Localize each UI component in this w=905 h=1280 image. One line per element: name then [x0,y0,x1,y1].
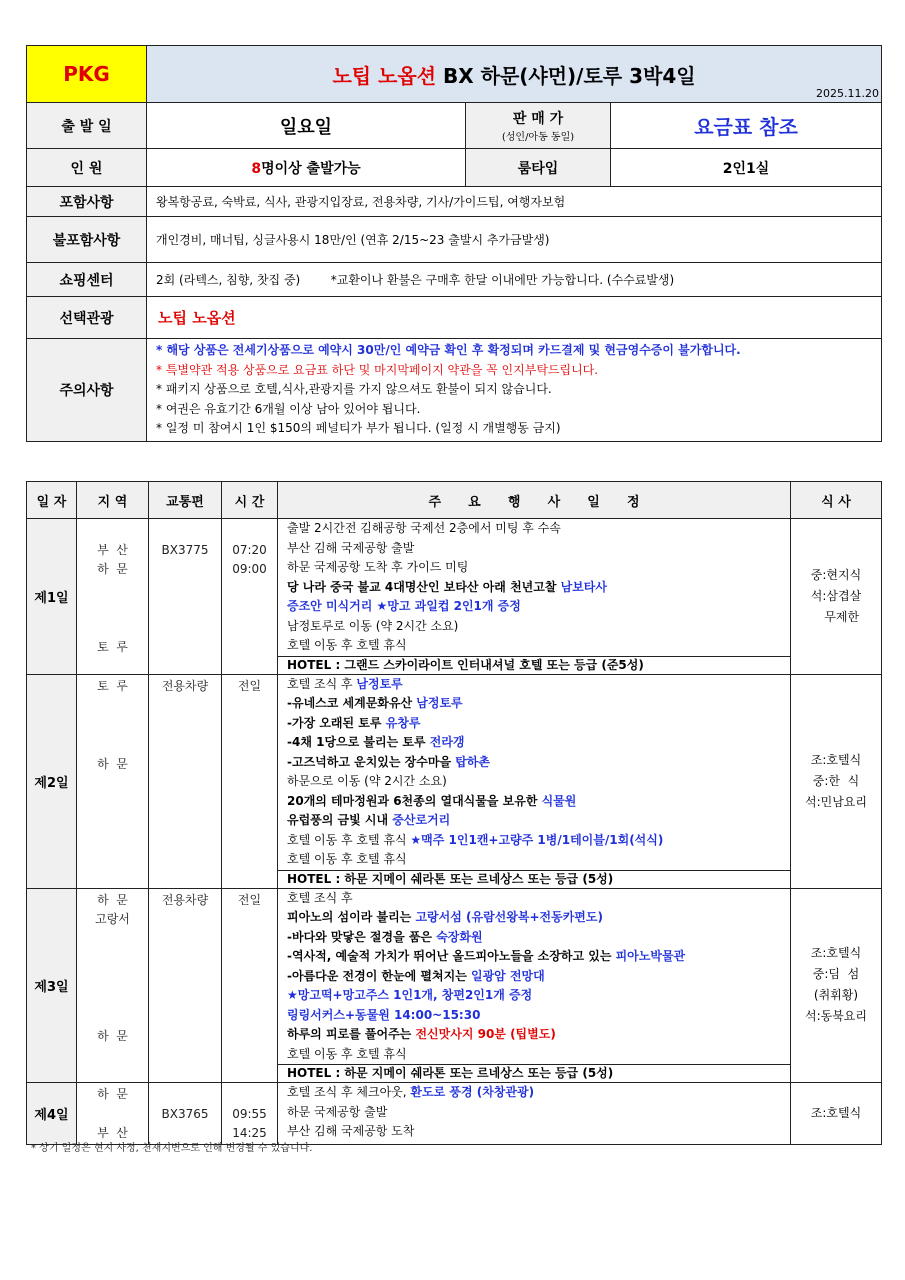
departure-value: 일요일 [147,103,466,149]
excluded-value: 개인경비, 매너팁, 싱글사용시 18만/인 (연휴 2/15~23 출발시 추가금발생) [147,217,882,263]
region-cell-line: 토 루 [97,640,128,654]
notes-label: 주의사항 [27,339,147,442]
schedule-text: 부산 김해 국제공항 출발 [287,540,415,555]
region-cell-line [77,599,148,619]
schedule-text: 호텔 이동 후 호텔 휴식 [287,832,411,847]
schedule-highlight: 유창루 [385,715,421,730]
region-cell-line: 토 루 [97,678,128,693]
schedule-line [278,539,790,559]
schedule-text: 호텔 이동 후 호텔 휴식 [287,638,407,652]
schedule-line [278,1025,790,1045]
schedule-highlight: 남보타사 [560,579,607,594]
meal-line: 조:호텔식 [810,752,862,767]
schedule-highlight: 중산로거리 [392,813,451,827]
schedule-text: 20개의 테마정원과 6천종의 열대식물을 보유한 [287,793,542,808]
region-cell-line [77,1008,148,1028]
region-cell-line [77,735,148,755]
note-item: * 일정 미 참여시 1인 $150의 페널티가 부가 됩니다. (일정 시 개별행동 금지) [156,421,561,436]
day-label: 제3일 [27,888,77,1083]
transport-cell-line [149,521,221,541]
schedule-line [278,986,790,1006]
schedule-line [278,617,790,637]
note-item: * 특별약관 적용 상품으로 요금표 하단 및 마지막페이지 약관을 꼭 인지부탁드립니다. [156,362,599,377]
schedule-text: 피아노의 섬이라 불리는 [287,910,416,924]
schedule-line [278,714,790,734]
day-label: 제4일 [27,1083,77,1145]
schedule-text: 하문 국제공항 도착 후 가이드 미팅 [287,560,469,574]
schedule-line [278,908,790,928]
meal-line: (취휘황) [813,988,859,1003]
schedule-text: 유럽풍의 금빛 시내 [287,813,393,827]
schedule-line [278,597,790,617]
schedule-text: -역사적, 예술적 가치가 뛰어난 올드피아노들을 소장하고 있는 [287,949,616,963]
schedule-line [278,753,790,773]
schedule-text: 호텔 조식 후 체크아웃, [287,1085,411,1099]
schedule-text: 호텔 조식 후 [287,676,357,691]
region-cell-line [77,619,148,639]
schedule-text: 당 나라 중국 불교 4대명산인 보타산 아래 천년고찰 [287,579,561,594]
included-label: 포함사항 [27,187,147,217]
transport-cell-line: 전용차량 [161,892,209,907]
package-info-table [26,45,882,442]
day-label: 제2일 [27,674,77,888]
schedule-line [278,772,790,792]
people-condition: 명이상 출발가능 [261,160,361,177]
shopping-label: 쇼핑센터 [27,263,147,297]
schedule-highlight: ★망고떡+망고주스 1인1개, 창편2인1개 증정 [287,988,533,1002]
region-cell [77,674,149,888]
schedule-line [278,811,790,831]
region-cell [77,1083,149,1145]
schedule-text: -4채 1당으로 불리는 토루 [287,735,430,749]
itinerary-body [27,519,882,1145]
schedule-line [278,1122,790,1142]
transport-cell [149,1083,222,1145]
schedule-text: 하문 국제공항 출발 [287,1104,388,1119]
schedule-line [278,733,790,753]
schedule-line [278,1006,790,1026]
time-cell-line: 전일 [237,892,262,907]
optional-tour-value: 노팁 노옵션 [147,297,882,339]
time-cell-line [222,1085,277,1105]
meal-line: 석:삼겹살 [810,588,862,603]
meal-line: 조:호텔식 [810,1105,862,1120]
header-transport: 교통편 [149,482,222,519]
notes-list [147,339,882,442]
schedule-line [278,636,790,656]
included-value: 왕복항공료, 숙박료, 식사, 관광지입장료, 전용차량, 기사/가이드팁, 여행자보험 [147,187,882,217]
region-cell-line: 하 문 [97,756,128,771]
meal-cell [791,1083,882,1145]
day-label: 제1일 [27,519,77,675]
people-count: 8 [251,160,262,177]
schedule-cell [278,519,791,675]
departure-label: 출 발 일 [27,103,147,149]
schedule-line [278,850,790,870]
schedule-highlight: 남정토루 [356,676,403,691]
schedule-text: -바다와 맞닿은 절경을 품은 [287,929,437,944]
time-cell-line [222,521,277,541]
schedule-highlight: 피아노박물관 [615,949,686,963]
region-cell-line: 하 문 [97,1029,128,1043]
region-cell-line: 고랑서 [95,912,130,926]
schedule-line [278,928,790,948]
table-row [27,674,882,888]
header-schedule: 주 요 행 사 일 정 [278,482,791,519]
transport-cell-line: BX3775 [161,542,209,557]
meal-cell [791,519,882,675]
schedule-line [278,519,790,539]
table-row [27,519,882,675]
optional-tour-label: 선택관광 [27,297,147,339]
region-cell-line [77,716,148,736]
region-cell [77,519,149,675]
time-cell [222,519,278,675]
schedule-highlight: 숙장화원 [436,929,483,944]
header-region: 지 역 [77,482,149,519]
price-label-main: 판 매 가 [512,111,564,127]
time-cell [222,888,278,1083]
note-item: * 패키지 상품으로 호텔,식사,관광지를 가지 않으셔도 환불이 되지 않습니다. [156,382,552,397]
issue-date: 2025.11.20 [816,87,880,100]
region-cell-line [77,969,148,989]
region-cell-line [77,580,148,600]
schedule-line [278,947,790,967]
schedule-cell [278,674,791,888]
schedule-highlight: 고랑서섬 (유람선왕복+전동카편도) [415,910,603,924]
schedule-line [278,694,790,714]
time-cell [222,1083,278,1145]
transport-cell [149,888,222,1083]
time-cell-line: 14:25 [232,1126,267,1140]
schedule-gift: ★망고 과일컵 2인1개 증정 [376,599,521,613]
schedule-line [278,558,790,578]
schedule-highlight: 링링서커스+동물원 14:00~15:30 [287,1007,481,1022]
region-cell-line [77,521,148,541]
price-value: 요금표 참조 [611,103,882,149]
hotel-line: HOTEL : 그랜드 스카이라이트 인터내셔널 호텔 또는 등급 (준5성) [278,656,790,674]
time-cell-line: 09:00 [232,562,267,576]
schedule-line [278,967,790,987]
pkg-badge: PKG [27,46,147,103]
region-cell-line [77,930,148,950]
schedule-text: -유네스코 세계문화유산 [287,696,417,710]
time-cell [222,674,278,888]
meal-line: 무제한 [812,609,860,624]
transport-cell [149,674,222,888]
schedule-line [278,675,790,695]
meal-cell [791,674,882,888]
region-cell-line [77,1105,148,1125]
schedule-cell [278,888,791,1083]
region-cell-line: 부 산 [97,1126,128,1140]
footnote: * 상기 일정은 현지 사정, 천재지변으로 인해 변경될 수 있습니다. [31,1143,313,1154]
meal-cell [791,888,882,1083]
schedule-cell [278,1083,791,1145]
schedule-line [278,889,790,909]
room-value: 2인1실 [611,149,882,187]
hotel-line: HOTEL : 하문 지메이 쉐라톤 또는 르네상스 또는 등급 (5성) [278,870,790,888]
region-cell-line: 하 문 [97,892,128,907]
schedule-highlight: 탑하촌 [455,754,490,769]
page-title [147,46,882,103]
schedule-text: -고즈넉하고 운치있는 장수마을 [287,754,456,769]
schedule-text: 호텔 조식 후 [287,890,353,905]
header-day: 일 자 [27,482,77,519]
schedule-text: -아름다운 전경이 한눈에 펼쳐지는 [287,968,471,983]
shopping-value: 2회 (라텍스, 침향, 찻집 중) *교환이나 환불은 구매후 한달 이내에만 가능합니다. (수수료발생) [147,263,882,297]
schedule-highlight: 증조안 미식거리 [287,599,377,613]
time-cell-line: 07:20 [232,542,267,557]
schedule-line [278,1083,790,1103]
schedule-text: 호텔 이동 후 호텔 휴식 [287,852,407,866]
transport-cell-line: BX3765 [161,1106,209,1121]
schedule-highlight: 전라갱 [429,735,465,749]
note-item: * 해당 상품은 전세기상품으로 예약시 30만/인 예약금 확인 후 확정되며 카드결제 및 현금영수증이 불가합니다. [156,343,741,358]
schedule-text: 부산 김해 국제공항 도착 [287,1124,415,1138]
transport-cell [149,519,222,675]
schedule-text: 출발 2시간전 김해공항 국제선 2층에서 미팅 후 수속 [287,521,561,535]
schedule-text: -가장 오래된 토루 [287,715,386,730]
region-cell-line [77,988,148,1008]
schedule-text: 호텔 이동 후 호텔 휴식 [287,1046,407,1061]
schedule-highlight: 일광암 전망대 [470,968,545,983]
people-label: 인 원 [27,149,147,187]
time-cell-line: 전일 [237,678,262,693]
itinerary-table [26,481,882,1145]
region-cell-line: 부 산 [97,542,128,557]
schedule-line [278,1045,790,1065]
people-value [147,149,466,187]
region-cell [77,888,149,1083]
room-label: 룸타입 [466,149,611,187]
price-label-sub: (성인/아동 동일) [501,132,575,143]
time-cell-line: 09:55 [232,1106,267,1121]
schedule-line [278,792,790,812]
transport-cell-line: 전용차량 [161,678,209,693]
meal-line: 석:민남요리 [804,794,867,809]
schedule-line [278,578,790,598]
region-cell-line: 하 문 [97,1087,128,1101]
meal-line: 조:호텔식 [810,946,862,961]
schedule-highlight-red: 전신맛사지 90분 (팁별도) [415,1027,556,1041]
title-main: BX 하문(샤먼)/토루 3박4일 [436,63,696,88]
schedule-line [278,1103,790,1123]
header-time: 시 간 [222,482,278,519]
price-label [466,103,611,149]
table-row [27,1083,882,1145]
schedule-highlight: 환도로 풍경 (차창관광) [410,1085,535,1099]
transport-cell-line [149,1085,221,1105]
schedule-line [278,831,790,851]
schedule-text: 하루의 피로를 풀어주는 [287,1027,416,1041]
note-item: * 여권은 유효기간 6개월 이상 남아 있어야 됩니다. [156,401,421,416]
meal-line: 중:한 식 [812,773,860,788]
table-row [27,888,882,1083]
schedule-highlight: 식물원 [541,793,577,808]
excluded-label: 불포함사항 [27,217,147,263]
meal-line: 중:딤 섬 [812,967,860,982]
hotel-line: HOTEL : 하문 지메이 쉐라톤 또는 르네상스 또는 등급 (5성) [278,1064,790,1082]
header-meal: 식 사 [791,482,882,519]
schedule-highlight: 남정토루 [416,696,463,710]
region-cell-line [77,696,148,716]
region-cell-line: 하 문 [97,562,128,576]
title-highlight: 노팁 노옵션 [332,63,437,88]
schedule-text: 하문으로 이동 (약 2시간 소요) [287,774,447,788]
region-cell-line [77,949,148,969]
meal-line: 중:현지식 [810,567,862,582]
schedule-text: 남정토루로 이동 (약 2시간 소요) [287,618,459,633]
schedule-highlight: ★맥주 1인1캔+고량주 1병/1테이블/1회(석식) [410,832,664,847]
meal-line: 석:동북요리 [804,1009,867,1024]
